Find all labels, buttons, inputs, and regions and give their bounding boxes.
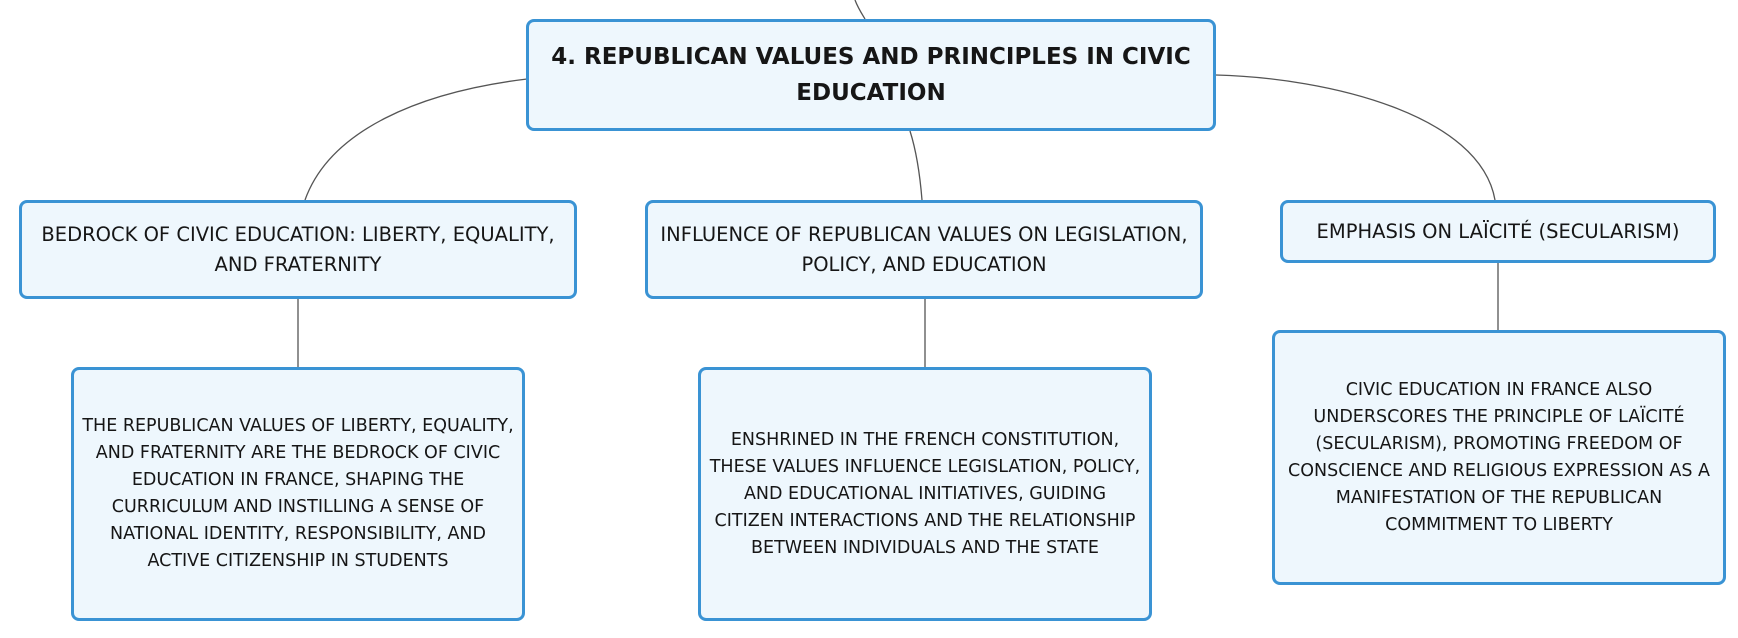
- detail-text-bedrock: THE REPUBLICAN VALUES OF LIBERTY, EQUALITY, AND FRATERNITY ARE THE BEDROCK OF CIVIC EDUCATION IN FRANCE, SHAPING THE CURRICULUM AND INSTILLING A SENSE OF NATIONAL IDENTITY, RESPONSIBILITY, AND ACTIVE CITIZENSHIP IN STUDENTS: [82, 416, 514, 571]
- branch-title-influence: INFLUENCE OF REPUBLICAN VALUES ON LEGISLATION, POLICY, AND EDUCATION: [660, 222, 1188, 276]
- root-topic-title: 4. REPUBLICAN VALUES AND PRINCIPLES IN CIVIC EDUCATION: [551, 44, 1191, 106]
- connector-root-to-branch-3: [1216, 75, 1495, 200]
- root-topic-node[interactable]: [526, 19, 1216, 131]
- branch-node-influence[interactable]: [645, 200, 1203, 299]
- detail-text-influence: ENSHRINED IN THE FRENCH CONSTITUTION, THESE VALUES INFLUENCE LEGISLATION, POLICY, AND EDUCATIONAL INITIATIVES, GUIDING CITIZEN INTERACTIONS AND THE RELATIONSHIP BETWEEN INDIVIDUALS AND THE STATE: [709, 429, 1141, 558]
- branch-node-bedrock[interactable]: [19, 200, 577, 299]
- detail-node-bedrock[interactable]: [71, 367, 525, 621]
- branch-node-laicite[interactable]: [1280, 200, 1716, 263]
- connector-root-to-branch-1: [305, 79, 527, 200]
- branch-title-laicite: EMPHASIS ON LAÏCITÉ (SECULARISM): [1316, 219, 1680, 243]
- branch-title-bedrock: BEDROCK OF CIVIC EDUCATION: LIBERTY, EQUALITY, AND FRATERNITY: [41, 222, 555, 276]
- connector-parent-to-root: [855, 0, 865, 19]
- detail-text-laicite: CIVIC EDUCATION IN FRANCE ALSO UNDERSCORES THE PRINCIPLE OF LAÏCITÉ (SECULARISM), PROMOTING FREEDOM OF CONSCIENCE AND RELIGIOUS EXPRESSION AS A MANIFESTATION OF THE REPUBLICAN COMMITMENT TO LIBERTY: [1288, 379, 1710, 535]
- detail-node-laicite[interactable]: [1272, 330, 1726, 585]
- detail-node-influence[interactable]: [698, 367, 1152, 621]
- connector-root-to-branch-2: [910, 131, 922, 200]
